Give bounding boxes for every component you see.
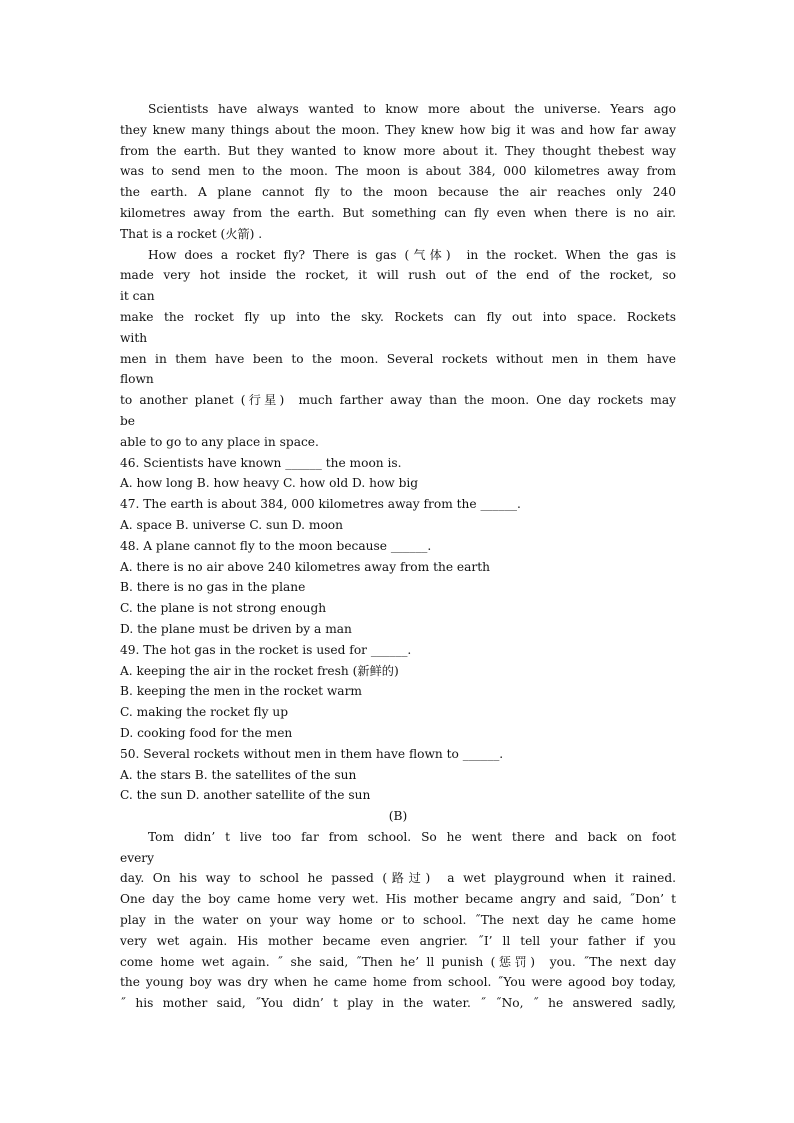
text-line: Scientists have always wanted to know more about the universe. Years ago (148, 102, 676, 116)
question-option: A. keeping the air in the rocket fresh (新鲜的) (120, 663, 399, 678)
question-stem: 49. The hot gas in the rocket is used for ______. (120, 642, 412, 657)
question-option: C. the plane is not strong enough (120, 601, 327, 616)
text-line: it can (120, 289, 155, 304)
text-line: was to send men to the moon. The moon is about 384, 000 kilometres away from (120, 164, 676, 179)
question-option: A. how long B. how heavy C. how old D. how big (120, 476, 419, 491)
text-line: come home wet again. ˝ she said, ˝Then he’ ll punish (惩罚) you. ˝The next day (120, 954, 676, 969)
question-option: B. keeping the men in the rocket warm (120, 684, 362, 699)
text-line: One day the boy came home very wet. His mother became angry and said, ˝Don’ t (120, 892, 676, 907)
question-49 (120, 640, 676, 744)
question-option: B. there is no gas in the plane (120, 580, 306, 595)
text-line: able to go to any place in space. (120, 434, 319, 449)
text-line: make the rocket fly up into the sky. Rockets can fly out into space. Rockets (120, 309, 676, 324)
question-48 (120, 536, 676, 640)
document-body (120, 99, 676, 1014)
text-line: the earth. A plane cannot fly to the moon because the air reaches only 240 (120, 185, 676, 200)
paragraph-1 (120, 99, 676, 245)
text-line: from the earth. But they wanted to know more about it. They thought thebest way (120, 143, 676, 158)
text-line: with (120, 330, 148, 345)
question-option: A. the stars B. the satellites of the sun (120, 767, 357, 782)
question-stem: 46. Scientists have known ______ the moon is. (120, 455, 402, 470)
section-b (120, 806, 676, 1014)
question-50 (120, 744, 676, 806)
text-line: the young boy was dry when he came home from school. ˝You were agood boy today, (120, 975, 676, 990)
question-option: D. the plane must be driven by a man (120, 621, 352, 636)
question-stem: 50. Several rockets without men in them have flown to ______. (120, 746, 504, 761)
text-line: be (120, 413, 136, 428)
paragraph-2 (120, 245, 676, 453)
question-option: D. cooking food for the men (120, 725, 293, 740)
question-option: C. the sun D. another satellite of the sun (120, 788, 371, 803)
passage-a (120, 99, 676, 453)
text-line: made very hot inside the rocket, it will rush out of the end of the rocket, so (120, 268, 676, 283)
text-line: to another planet (行星) much farther away than the moon. One day rockets may (120, 393, 676, 408)
question-option: A. there is no air above 240 kilometres away from the earth (120, 559, 490, 574)
text-line: very wet again. His mother became even angrier. ˝I’ ll tell your father if you (120, 933, 676, 948)
text-line: play in the water on your way home or to school. ˝The next day he came home (120, 913, 676, 928)
text-line: day. On his way to school he passed (路过) a wet playground when it rained. (120, 871, 676, 886)
text-line: they knew many things about the moon. They knew how big it was and how far away (120, 122, 676, 137)
question-option: C. making the rocket fly up (120, 705, 289, 720)
text-line: That is a rocket (火箭) . (120, 226, 263, 241)
text-line: Tom didn’ t live too far from school. So he went there and back on foot (148, 829, 676, 844)
text-line: How does a rocket fly? There is gas (气体) in the rocket. When the gas is (148, 247, 676, 262)
text-line: ˝ his mother said, ˝You didn’ t play in the water. ˝ ˝No, ˝ he answered sadly, (120, 996, 676, 1011)
question-47 (120, 494, 676, 536)
text-line: men in them have been to the moon. Several rockets without men in them have (120, 351, 676, 366)
question-stem: 48. A plane cannot fly to the moon because ______. (120, 538, 432, 553)
question-option: A. space B. universe C. sun D. moon (120, 517, 343, 532)
question-stem: 47. The earth is about 384, 000 kilometres away from the ______. (120, 497, 521, 512)
question-list (120, 453, 676, 807)
question-46 (120, 453, 676, 495)
text-line: kilometres away from the earth. But something can fly even when there is no air. (120, 205, 676, 220)
text-line: every (120, 850, 155, 865)
text-line: flown (120, 372, 154, 387)
section-heading: (B) (388, 809, 408, 824)
